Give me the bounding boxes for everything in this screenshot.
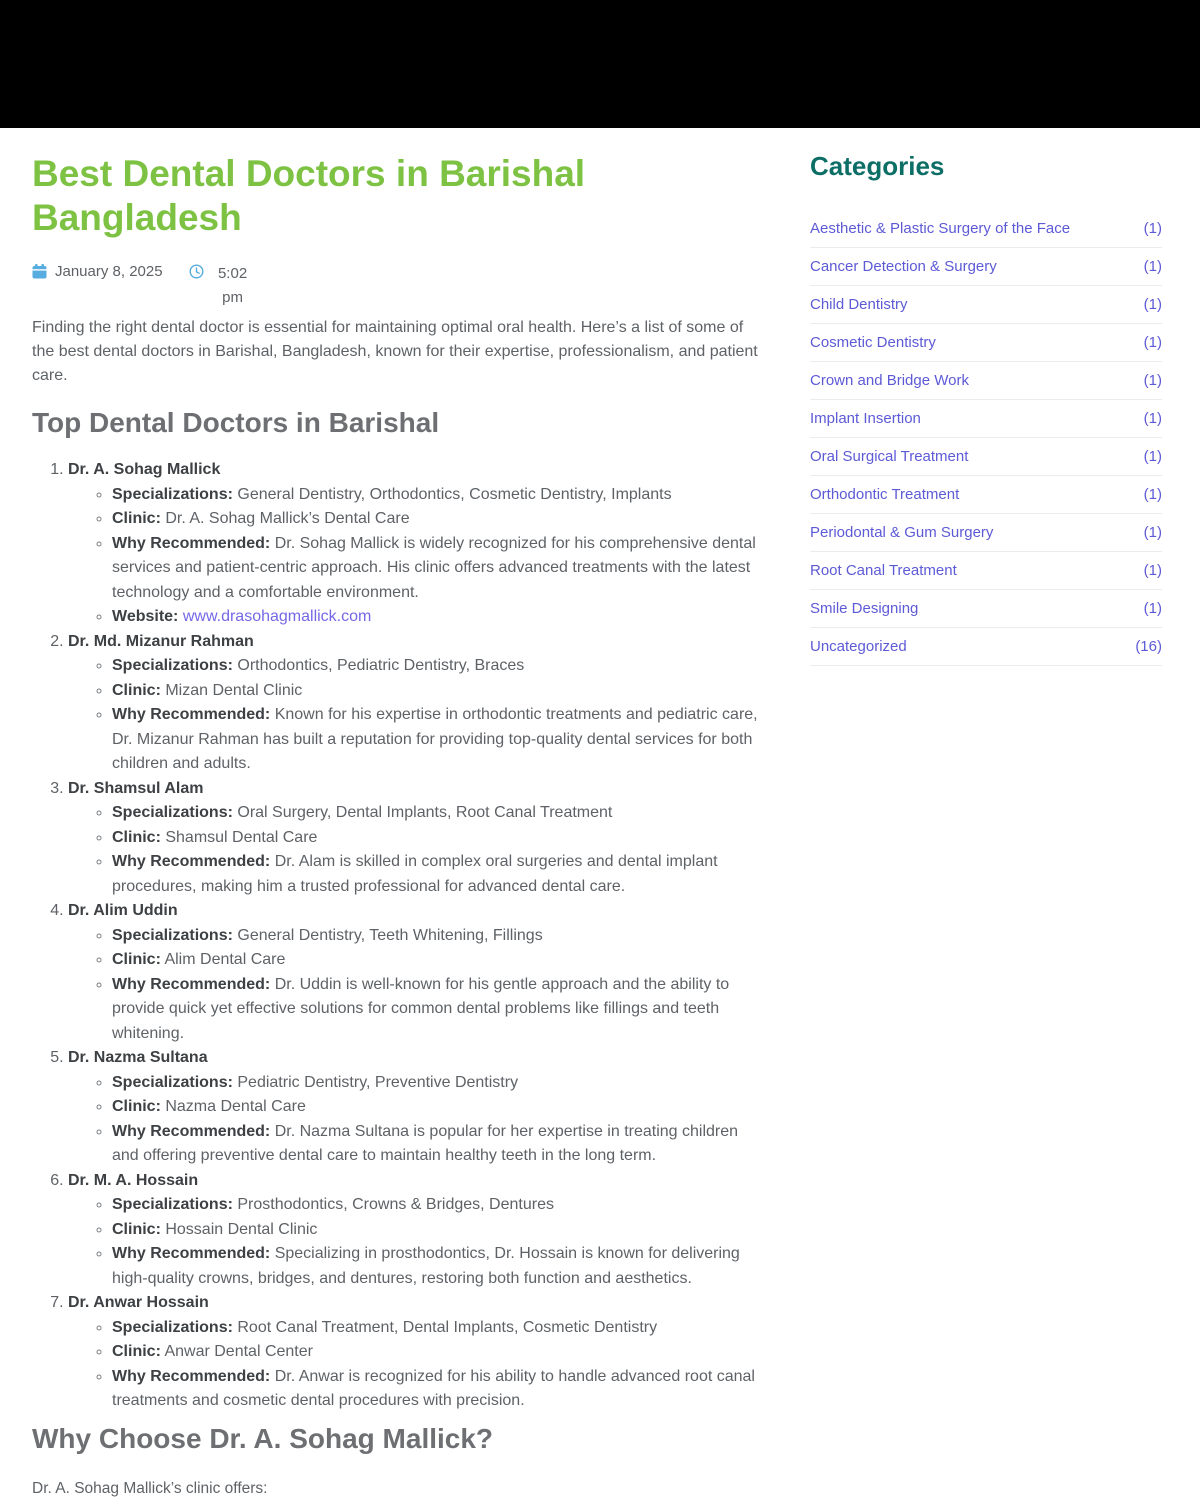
why-recommended-label: Why Recommended: (112, 975, 271, 993)
doctor-why-recommended (112, 850, 768, 899)
clinic-value: Alim Dental Care (164, 951, 286, 968)
doctor-name: Dr. Anwar Hossain (68, 1294, 209, 1311)
why-recommended-label: Why Recommended: (112, 1367, 271, 1385)
why-recommended-value: Known for his expertise in orthodontic treatments and pediatric care, Dr. Mizanur Rahman has built a reputation for providing top-quality dental services for both children and adults. (112, 706, 758, 772)
page-title: Best Dental Doctors in Barishal Bangladesh (32, 153, 586, 238)
doctor-item (68, 777, 768, 900)
specializations-label: Specializations: (112, 926, 233, 944)
header-bar (0, 0, 1200, 128)
specializations-value: General Dentistry, Orthodontics, Cosmetic Dentistry, Implants (237, 485, 672, 503)
doctor-specializations (112, 801, 768, 826)
category-link[interactable]: Implant Insertion (810, 410, 921, 427)
category-count: (1) (1143, 410, 1162, 427)
category-link[interactable]: Uncategorized (810, 638, 907, 655)
why-recommended-value: Specializing in prosthodontics, Dr. Hossain is known for delivering high-quality crowns, bridges, and dentures, restoring both function and aesthetics. (112, 1245, 740, 1287)
clinic-offers-text: Dr. A. Sohag Mallick’s clinic offers: (32, 1479, 268, 1497)
category-link[interactable]: Periodontal & Gum Surgery (810, 524, 994, 541)
website-link[interactable]: www.drasohagmallick.com (182, 608, 372, 625)
category-count: (1) (1143, 258, 1162, 275)
doctor-name: Dr. Shamsul Alam (68, 779, 204, 797)
why-recommended-label: Why Recommended: (112, 706, 271, 723)
section-title-why-choose: Why Choose Dr. A. Sohag Mallick? (32, 1422, 494, 1454)
doctor-website (112, 605, 768, 630)
specializations-value: General Dentistry, Teeth Whitening, Fillings (237, 926, 543, 944)
category-count: (1) (1143, 524, 1162, 541)
doctor-name: Dr. Md. Mizanur Rahman (68, 632, 254, 650)
doctor-clinic (112, 826, 768, 851)
specializations-label: Specializations: (112, 1196, 233, 1213)
website-label: Website: (112, 608, 179, 625)
specializations-label: Specializations: (112, 657, 233, 674)
doctor-item (68, 899, 768, 1046)
category-item (810, 628, 1162, 666)
category-link[interactable]: Cancer Detection & Surgery (810, 258, 997, 275)
doctor-why-recommended (112, 973, 768, 1047)
category-item (810, 210, 1162, 248)
category-item (810, 324, 1162, 362)
calendar-icon (32, 264, 47, 279)
category-item (810, 514, 1162, 552)
doctor-item (68, 1046, 768, 1169)
doctor-clinic (112, 1340, 768, 1365)
doctors-list (32, 458, 768, 1414)
doctor-specializations (112, 1316, 768, 1341)
specializations-value: Prosthodontics, Crowns & Bridges, Dentures (237, 1196, 554, 1213)
clinic-label: Clinic: (112, 510, 161, 527)
intro-paragraph: Finding the right dental doctor is essential for maintaining optimal oral health. Here’s a list of some of the best dental doctors in Barishal, Bangladesh, known for their expertise, professionalism, and patient care. (32, 319, 758, 384)
why-recommended-value: Dr. Nazma Sultana is popular for her expertise in treating children and offering preventive dental care to maintain healthy teeth in the long term. (112, 1122, 739, 1164)
post-meta (32, 262, 768, 310)
doctor-details-list (68, 1316, 768, 1414)
doctor-details-list (68, 1071, 768, 1169)
doctor-details-list (68, 924, 768, 1047)
doctor-specializations (112, 1071, 768, 1096)
why-recommended-label: Why Recommended: (112, 853, 271, 870)
category-item (810, 438, 1162, 476)
doctor-clinic (112, 507, 768, 532)
clinic-label: Clinic: (112, 1098, 161, 1115)
doctor-name: Dr. M. A. Hossain (68, 1171, 199, 1189)
specializations-label: Specializations: (112, 1073, 233, 1091)
clinic-value: Anwar Dental Center (164, 1343, 313, 1360)
categories-list (810, 210, 1162, 666)
category-link[interactable]: Root Canal Treatment (810, 562, 957, 579)
category-count: (1) (1143, 372, 1162, 389)
category-count: (1) (1143, 600, 1162, 617)
category-link[interactable]: Aesthetic & Plastic Surgery of the Face (810, 220, 1071, 237)
specializations-value: Pediatric Dentistry, Preventive Dentistry (237, 1073, 519, 1091)
category-item (810, 286, 1162, 324)
doctor-why-recommended (112, 703, 768, 777)
post-date-group (32, 262, 163, 310)
doctor-why-recommended (112, 532, 768, 606)
category-item (810, 590, 1162, 628)
clinic-label: Clinic: (112, 828, 161, 846)
category-count: (1) (1143, 486, 1162, 503)
specializations-label: Specializations: (112, 1318, 233, 1336)
clinic-value: Shamsul Dental Care (165, 828, 318, 846)
category-count: (1) (1143, 448, 1162, 465)
category-count: (1) (1143, 220, 1162, 237)
doctor-item (68, 630, 768, 777)
doctor-why-recommended (112, 1120, 768, 1169)
clinic-value: Mizan Dental Clinic (165, 681, 303, 699)
specializations-value: Root Canal Treatment, Dental Implants, Cosmetic Dentistry (237, 1318, 658, 1336)
why-recommended-value: Dr. Anwar is recognized for his ability to handle advanced root canal treatments and cosmetic dental procedures with precision. (112, 1367, 755, 1409)
doctor-specializations (112, 924, 768, 949)
category-link[interactable]: Smile Designing (810, 600, 919, 617)
doctor-why-recommended (112, 1242, 768, 1291)
doctor-details-list (68, 801, 768, 899)
doctor-item (68, 1291, 768, 1414)
doctor-specializations (112, 1193, 768, 1218)
doctor-name: Dr. A. Sohag Mallick (68, 461, 221, 478)
clinic-label: Clinic: (112, 951, 161, 968)
doctor-name: Dr. Nazma Sultana (68, 1049, 208, 1066)
doctor-clinic (112, 948, 768, 973)
why-recommended-value: Dr. Sohag Mallick is widely recognized for his comprehensive dental services and patient-centric approach. His clinic offers advanced treatments with the latest technology and a comfortable environment. (112, 534, 756, 601)
specializations-value: Orthodontics, Pediatric Dentistry, Braces (237, 657, 525, 674)
why-recommended-value: Dr. Alam is skilled in complex oral surgeries and dental implant procedures, making him a trusted professional for advanced dental care. (112, 853, 718, 895)
why-recommended-label: Why Recommended: (112, 534, 271, 552)
categories-title: Categories (810, 151, 945, 181)
category-count: (1) (1143, 562, 1162, 579)
specializations-value: Oral Surgery, Dental Implants, Root Canal Treatment (237, 804, 613, 821)
category-link[interactable]: Crown and Bridge Work (810, 372, 969, 389)
doctor-why-recommended (112, 1365, 768, 1414)
clinic-label: Clinic: (112, 1343, 161, 1360)
category-count: (1) (1143, 334, 1162, 351)
clinic-value: Dr. A. Sohag Mallick’s Dental Care (165, 510, 410, 527)
clinic-label: Clinic: (112, 681, 161, 699)
post-time-group (189, 262, 255, 310)
article (32, 128, 768, 1500)
why-recommended-label: Why Recommended: (112, 1245, 271, 1262)
category-item (810, 362, 1162, 400)
doctor-details-list (68, 483, 768, 630)
why-recommended-label: Why Recommended: (112, 1122, 271, 1140)
doctor-specializations (112, 654, 768, 679)
category-item (810, 552, 1162, 590)
category-count: (16) (1135, 638, 1162, 655)
clinic-label: Clinic: (112, 1220, 161, 1238)
doctor-clinic (112, 1095, 768, 1120)
page-container (0, 128, 1200, 1500)
category-link[interactable]: Cosmetic Dentistry (810, 334, 936, 351)
doctor-item (68, 1169, 768, 1292)
why-recommended-value: Dr. Uddin is well-known for his gentle approach and the ability to provide quick yet effective solutions for common dental problems like fillings and teeth whitening. (112, 975, 730, 1042)
category-item (810, 248, 1162, 286)
doctor-clinic (112, 679, 768, 704)
sidebar (810, 128, 1162, 1500)
category-link[interactable]: Orthodontic Treatment (810, 486, 960, 503)
category-count: (1) (1143, 296, 1162, 313)
doctor-item (68, 458, 768, 630)
category-item (810, 476, 1162, 514)
post-date: January 8, 2025 (55, 263, 163, 280)
doctor-clinic (112, 1218, 768, 1243)
category-link[interactable]: Child Dentistry (810, 296, 908, 313)
specializations-label: Specializations: (112, 804, 233, 821)
clock-icon (189, 264, 204, 279)
clinic-value: Hossain Dental Clinic (165, 1220, 318, 1238)
category-link[interactable]: Oral Surgical Treatment (810, 448, 969, 465)
section-title-top-doctors: Top Dental Doctors in Barishal (32, 407, 440, 438)
post-time: 5:02 pm (217, 265, 248, 306)
doctor-details-list (68, 654, 768, 777)
doctor-details-list (68, 1193, 768, 1291)
doctor-name: Dr. Alim Uddin (68, 902, 178, 919)
clinic-value: Nazma Dental Care (165, 1098, 306, 1115)
specializations-label: Specializations: (112, 485, 233, 503)
doctor-specializations (112, 483, 768, 508)
category-item (810, 400, 1162, 438)
